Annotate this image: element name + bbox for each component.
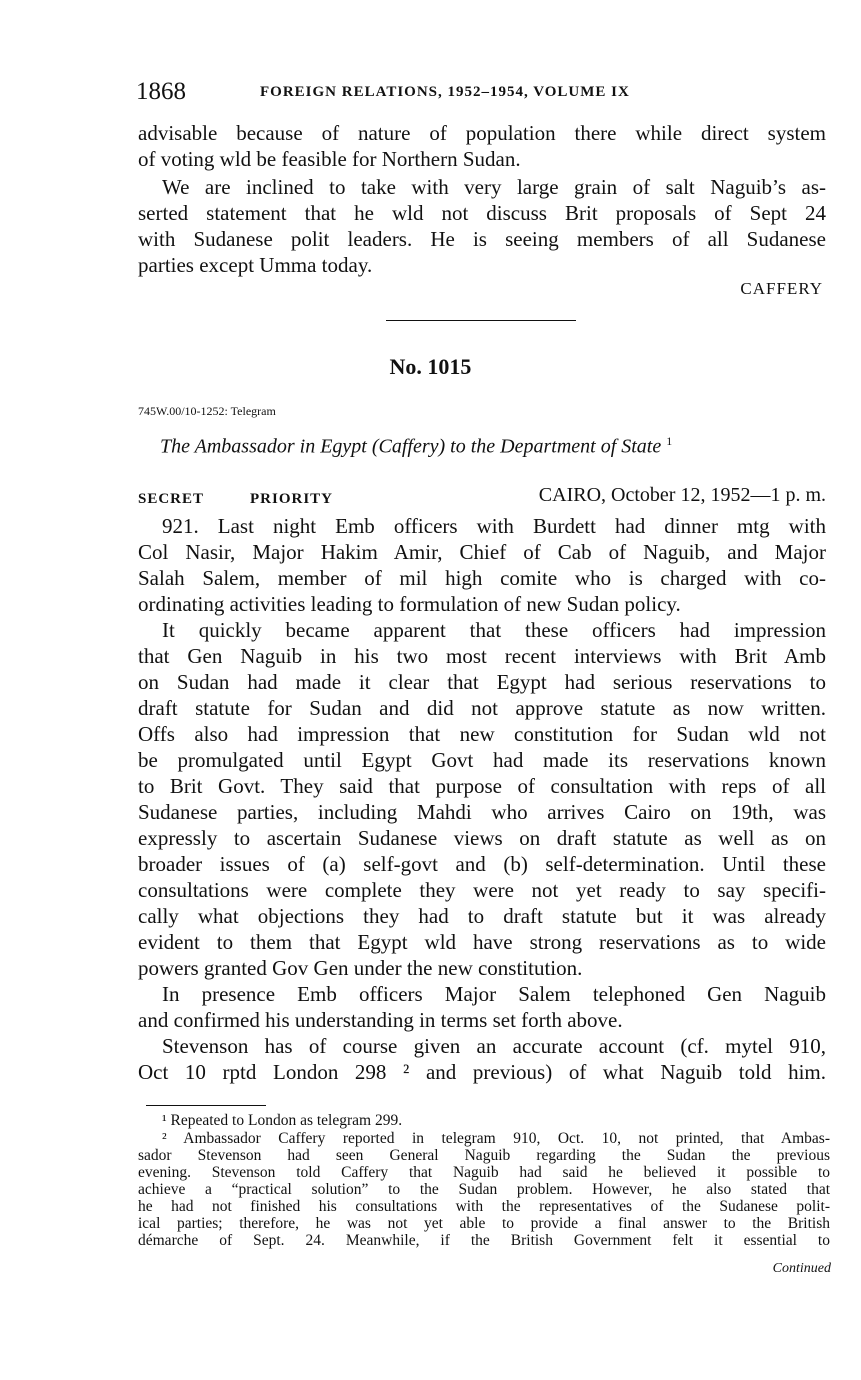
body-line: It quickly became apparent that these officers had impression	[162, 618, 826, 642]
body-line: that Gen Naguib in his two most recent interviews with Brit Amb	[138, 644, 826, 668]
body-line: be promulgated until Egypt Govt had made its reservations known	[138, 748, 826, 772]
file-reference: 745W.00/10-1252: Telegram	[138, 404, 276, 418]
running-header	[136, 78, 836, 108]
body-line: Stevenson has of course given an accurate account (cf. mytel 910,	[162, 1034, 826, 1058]
prev-text-line: advisable because of nature of population there while direct system	[138, 121, 826, 145]
prev-text-line: We are inclined to take with very large grain of salt Naguib’s as-	[162, 175, 826, 199]
footnote-line: démarche of Sept. 24. Meanwhile, if the British Government felt it essential to	[138, 1232, 830, 1249]
body-line: Oct 10 rptd London 298 ² and previous) of what Naguib told him.	[138, 1060, 826, 1084]
body-line: ordinating activities leading to formulation of new Sudan policy.	[138, 592, 681, 616]
footnote-line: he had not finished his consultations with the representatives of the Sudanese polit-	[138, 1198, 830, 1215]
body-line: Col Nasir, Major Hakim Amir, Chief of Cab of Naguib, and Major	[138, 540, 826, 564]
prev-text-line: of voting wld be feasible for Northern Sudan.	[138, 147, 521, 171]
precedence: PRIORITY	[250, 491, 334, 507]
running-title: FOREIGN RELATIONS, 1952–1954, VOLUME IX	[260, 84, 630, 100]
document-heading	[160, 434, 672, 459]
footnote-line: ² Ambassador Caffery reported in telegram 910, Oct. 10, not printed, that Ambas-	[162, 1130, 830, 1147]
footnote-divider	[146, 1105, 266, 1106]
body-line: Salah Salem, member of mil high comite who is charged with co-	[138, 566, 826, 590]
body-line: and confirmed his understanding in terms set forth above.	[138, 1008, 623, 1032]
body-line: to Brit Govt. They said that purpose of consultation with reps of all	[138, 774, 826, 798]
page-number: 1868	[136, 78, 186, 105]
document-number: No. 1015	[389, 354, 472, 379]
signature: CAFFERY	[740, 279, 823, 298]
footnote-line: ical parties; therefore, he was not yet able to provide a final answer to the British	[138, 1215, 830, 1232]
body-line: broader issues of (a) self-govt and (b) self-determination. Until these	[138, 852, 826, 876]
footnote-line: ¹ Repeated to London as telegram 299.	[162, 1112, 403, 1129]
classification: SECRET	[138, 491, 205, 507]
heading-footnote-marker: 1	[666, 434, 673, 448]
footnote-line: achieve a “practical solution” to the Sudan problem. However, he also stated that	[138, 1181, 830, 1198]
body-line: cally what objections they had to draft statute but it was already	[138, 904, 826, 928]
body-line: powers granted Gov Gen under the new constitution.	[138, 956, 583, 980]
body-line: Sudanese parties, including Mahdi who arrives Cairo on 19th, was	[138, 800, 826, 824]
body-line: on Sudan had made it clear that Egypt had serious reservations to	[138, 670, 826, 694]
body-line: Offs also had impression that new constitution for Sudan wld not	[138, 722, 826, 746]
continued-marker: Continued	[772, 1261, 831, 1276]
footnote-line: evening. Stevenson told Caffery that Naguib had said he believed it possible to	[138, 1164, 830, 1181]
body-line: expressly to ascertain Sudanese views on draft statute as well as on	[138, 826, 826, 850]
body-line: consultations were complete they were not yet ready to say specifi-	[138, 878, 826, 902]
prev-text-line: with Sudanese polit leaders. He is seeing members of all Sudanese	[138, 227, 826, 251]
prev-text-line: serted statement that he wld not discuss Brit proposals of Sept 24	[138, 201, 826, 225]
body-line: draft statute for Sudan and did not approve statute as now written.	[138, 696, 826, 720]
heading-text: The Ambassador in Egypt (Caffery) to the Department of State	[160, 435, 662, 458]
prev-text-line: parties except Umma today.	[138, 253, 373, 277]
body-line: In presence Emb officers Major Salem telephoned Gen Naguib	[162, 982, 826, 1006]
dateline: CAIRO, October 12, 1952—1 p. m.	[538, 484, 826, 506]
footnote-line: sador Stevenson had seen General Naguib regarding the Sudan the previous	[138, 1147, 830, 1164]
section-divider	[386, 320, 576, 321]
body-line: evident to them that Egypt wld have strong reservations as to wide	[138, 930, 826, 954]
body-line: 921. Last night Emb officers with Burdett had dinner mtg with	[162, 514, 826, 538]
telegram-meta	[138, 484, 826, 512]
